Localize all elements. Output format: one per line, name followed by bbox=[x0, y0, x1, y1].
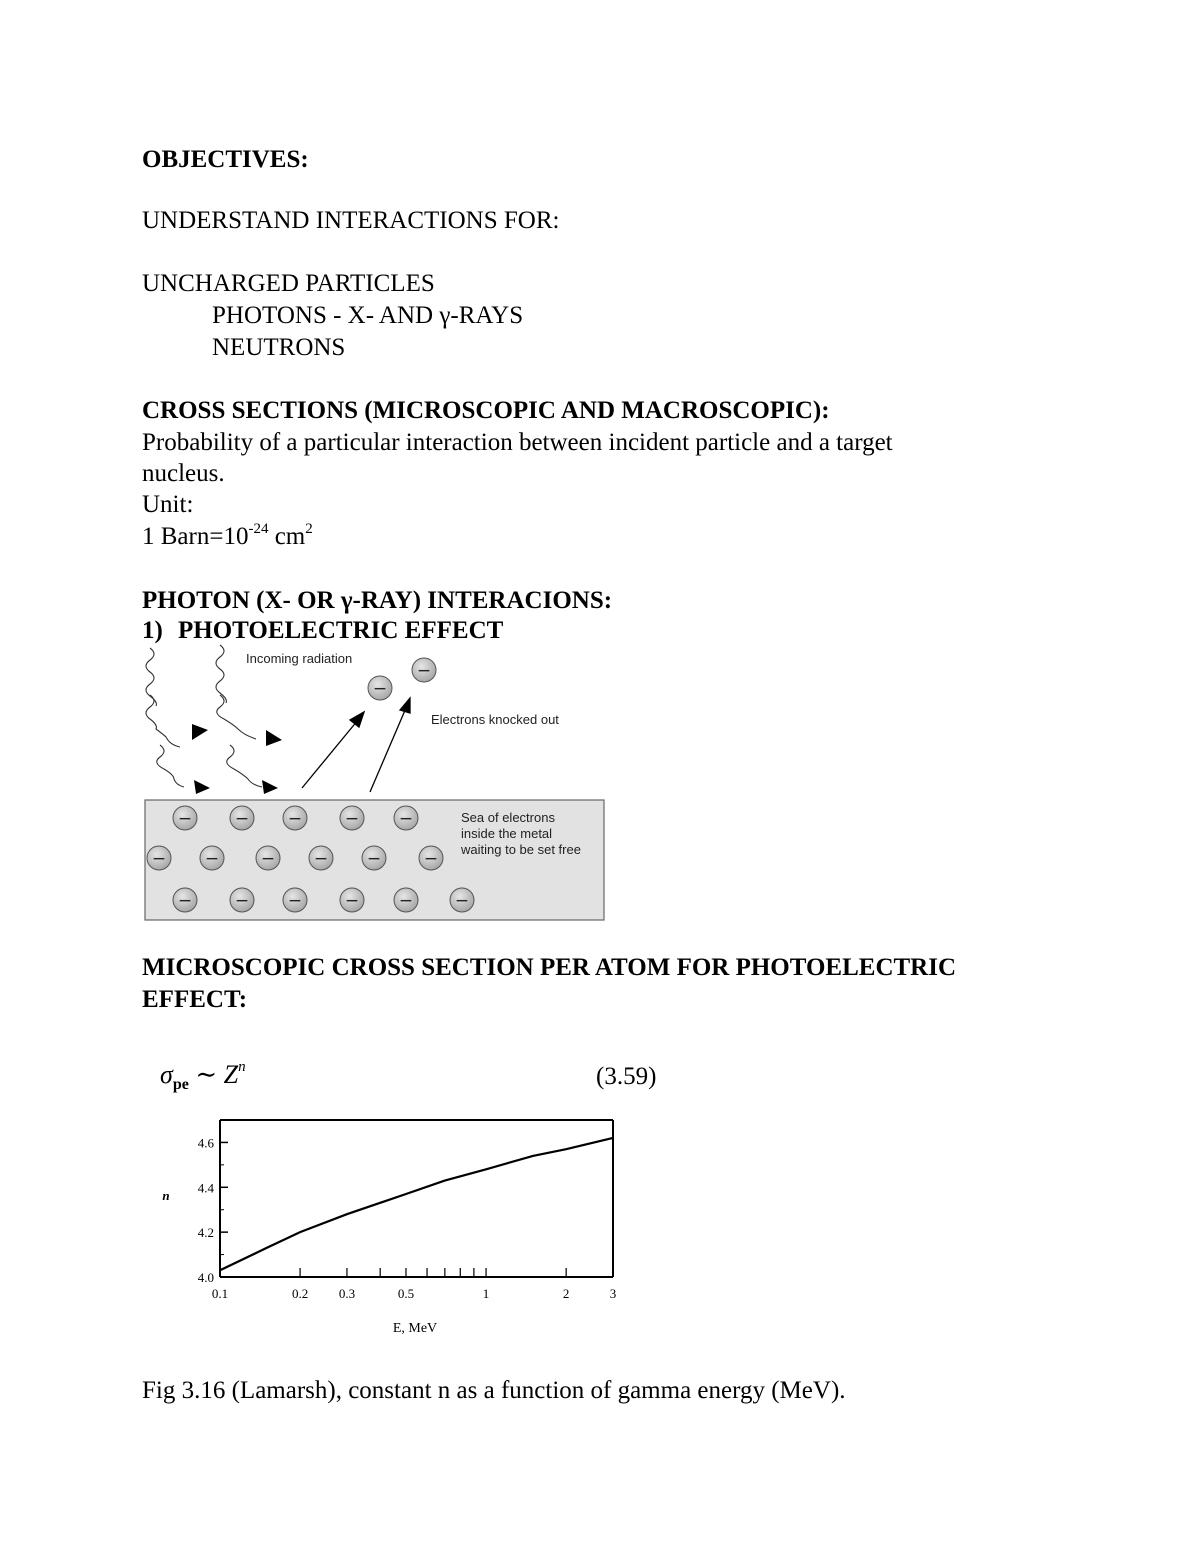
photon-arrowhead-3 bbox=[266, 730, 282, 746]
equation-number: (3.59) bbox=[596, 1063, 657, 1090]
electron bbox=[256, 846, 280, 870]
photoelectric-heading: PHOTOELECTRIC EFFECT bbox=[178, 617, 504, 644]
electron-minus: − bbox=[372, 679, 388, 699]
x-tick-label: 0.5 bbox=[397, 1286, 415, 1301]
y-tick-label: 4.2 bbox=[197, 1225, 214, 1241]
electron-minus: − bbox=[454, 891, 470, 911]
micro-heading-line-1: MICROSCOPIC CROSS SECTION PER ATOM FOR PHOTOELECTRIC bbox=[142, 954, 957, 981]
micro-heading-line-2: EFFECT: bbox=[142, 986, 248, 1013]
photon-arrowhead-2 bbox=[194, 780, 210, 794]
electrons-knocked-label: Electrons knocked out bbox=[431, 712, 559, 727]
ejection-arrows bbox=[302, 698, 410, 792]
sea-label-line-1: Sea of electrons bbox=[461, 810, 555, 825]
x-tick-label: 0.2 bbox=[291, 1286, 309, 1301]
photon-wave-4 bbox=[216, 645, 226, 703]
electron bbox=[412, 658, 436, 682]
electron bbox=[362, 846, 386, 870]
probability-text-1: Probability of a particular interaction between incident particle and a target bbox=[142, 429, 893, 456]
electron-minus: − bbox=[398, 809, 414, 829]
y-axis-label: n bbox=[162, 1188, 170, 1203]
neutrons-item: NEUTRONS bbox=[212, 334, 346, 361]
probability-text-2: nucleus. bbox=[142, 460, 225, 487]
electron-minus: − bbox=[151, 849, 167, 869]
electron-minus: − bbox=[204, 849, 220, 869]
photons-item: PHOTONS - X- AND γ-RAYS bbox=[212, 302, 524, 329]
electron bbox=[147, 846, 171, 870]
unit-label: Unit: bbox=[142, 491, 194, 518]
electron-minus: − bbox=[416, 661, 432, 681]
photon-wave-1 bbox=[146, 648, 156, 706]
uncharged-heading: UNCHARGED PARTICLES bbox=[142, 270, 435, 297]
electron-minus: − bbox=[313, 849, 329, 869]
photon-arrowheads bbox=[192, 724, 282, 794]
electron-minus: − bbox=[287, 891, 303, 911]
electron bbox=[173, 888, 197, 912]
equation-tilde: ∼ bbox=[195, 1060, 218, 1089]
electron bbox=[419, 846, 443, 870]
electron bbox=[450, 888, 474, 912]
x-tick-label: 1 bbox=[482, 1286, 490, 1301]
electron-minus: − bbox=[366, 849, 382, 869]
electron bbox=[340, 806, 364, 830]
photoelectric-number: 1) bbox=[142, 617, 163, 644]
photon-arrowhead-4 bbox=[262, 780, 278, 794]
barn-exponent: -24 bbox=[248, 520, 269, 537]
chart-ticks bbox=[220, 1142, 613, 1277]
electron-minus: − bbox=[287, 809, 303, 829]
electron-minus: − bbox=[344, 809, 360, 829]
objectives-heading: OBJECTIVES: bbox=[142, 146, 309, 173]
photon-wave-3 bbox=[157, 745, 184, 787]
barn-unit: cm bbox=[268, 523, 306, 550]
y-tick-label: 4.6 bbox=[197, 1135, 214, 1151]
x-tick-label: 0.1 bbox=[211, 1286, 229, 1301]
barn-definition bbox=[142, 522, 313, 552]
photon-wave-5 bbox=[217, 695, 256, 739]
chart-frame bbox=[220, 1120, 613, 1277]
electron-minus: − bbox=[234, 809, 250, 829]
y-tick-label: 4.4 bbox=[197, 1180, 214, 1196]
photon-interactions-heading: PHOTON (X- OR γ-RAY) INTERACIONS: bbox=[142, 587, 613, 614]
figure-caption: Fig 3.16 (Lamarsh), constant n as a function of gamma energy (MeV). bbox=[142, 1377, 846, 1404]
sea-label-line-3: waiting to be set free bbox=[461, 842, 581, 857]
electron bbox=[340, 888, 364, 912]
x-tick-label: 0.3 bbox=[338, 1286, 356, 1301]
n-vs-energy-chart bbox=[140, 1050, 640, 1340]
electron bbox=[200, 846, 224, 870]
electron bbox=[230, 806, 254, 830]
electron-minus: − bbox=[344, 891, 360, 911]
electron bbox=[283, 806, 307, 830]
incoming-radiation-label: Incoming radiation bbox=[246, 651, 353, 666]
barn-unit-exponent: 2 bbox=[305, 520, 313, 537]
barn-prefix: 1 Barn=10 bbox=[142, 523, 249, 550]
electron bbox=[368, 676, 392, 700]
ejection-arrow-line-2 bbox=[370, 708, 406, 792]
electron-minus: − bbox=[234, 891, 250, 911]
sea-label-line-2: inside the metal bbox=[461, 826, 553, 841]
electron-minus: − bbox=[398, 891, 414, 911]
x-tick-label: 3 bbox=[609, 1286, 617, 1301]
equation-sigma: σ bbox=[160, 1060, 173, 1089]
ejection-arrow-line-1 bbox=[302, 720, 358, 788]
equation-exponent: n bbox=[238, 1059, 246, 1076]
photon-waves bbox=[146, 645, 262, 787]
electron-minus: − bbox=[260, 849, 276, 869]
equation-z: Z bbox=[223, 1060, 239, 1089]
equation-subscript: pe bbox=[172, 1076, 189, 1094]
ejection-arrow-head-1 bbox=[350, 712, 364, 727]
electron bbox=[394, 888, 418, 912]
electron-minus: − bbox=[177, 891, 193, 911]
photoelectric-diagram bbox=[140, 640, 610, 925]
cross-sections-heading: CROSS SECTIONS (MICROSCOPIC AND MACROSCOPIC): bbox=[142, 397, 830, 424]
electron bbox=[230, 888, 254, 912]
photon-wave-2 bbox=[146, 695, 180, 747]
electron bbox=[394, 806, 418, 830]
x-tick-label: 2 bbox=[562, 1286, 570, 1301]
photon-wave-6 bbox=[227, 745, 262, 787]
electron bbox=[283, 888, 307, 912]
y-tick-label: 4.0 bbox=[197, 1270, 214, 1285]
electron-minus: − bbox=[423, 849, 439, 869]
x-axis-label: E, MeV bbox=[392, 1321, 438, 1336]
electron bbox=[173, 806, 197, 830]
series-line bbox=[220, 1138, 613, 1270]
ejection-arrow-head-2 bbox=[400, 698, 410, 713]
electron bbox=[309, 846, 333, 870]
electron-minus: − bbox=[177, 809, 193, 829]
photon-arrowhead-1 bbox=[192, 724, 208, 740]
understand-heading: UNDERSTAND INTERACTIONS FOR: bbox=[142, 207, 560, 234]
